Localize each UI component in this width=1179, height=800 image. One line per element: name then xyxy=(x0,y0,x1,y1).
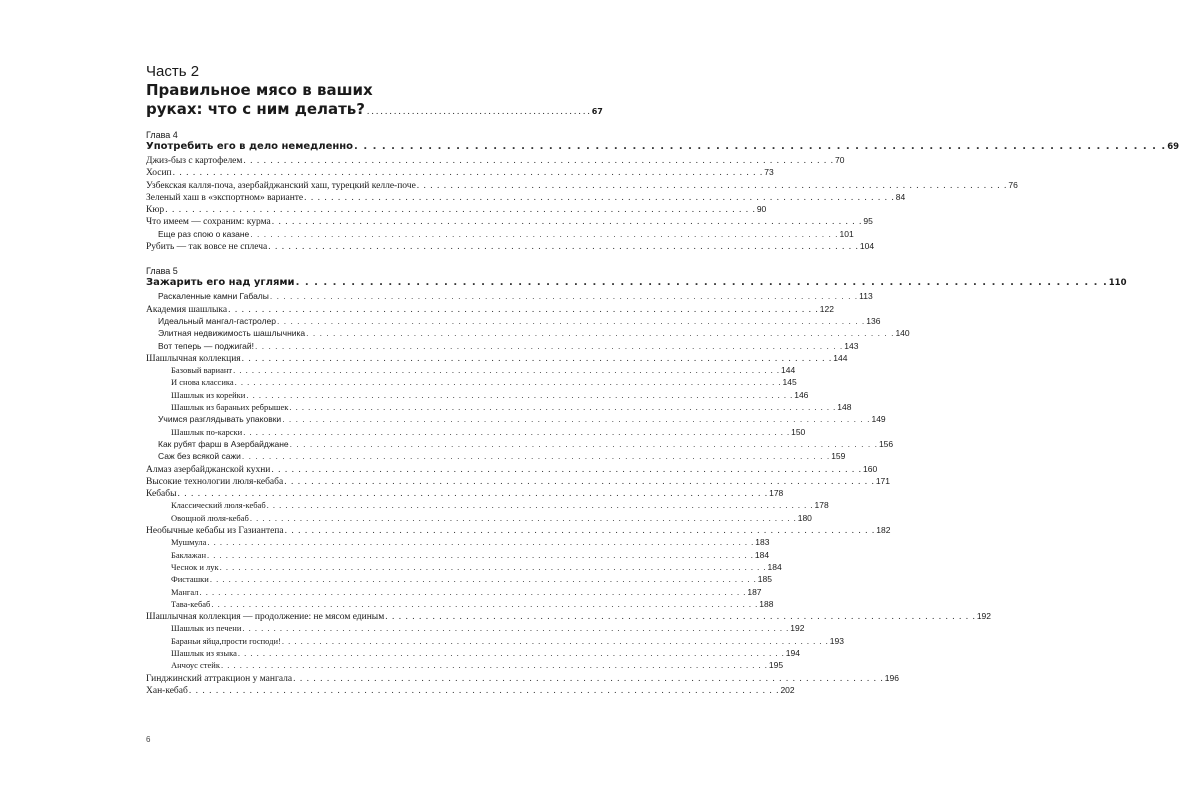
toc-entry[interactable] xyxy=(146,475,890,488)
dot-leader: . . . . . . . . . . . . . . . . . . . . . . . . . . . . . . . . . . . . . . . . . . . . . . . . . . . . . . . . . . . . . . . . . . . . . . . . . . . . . . . . . . . . . . . . xyxy=(284,526,876,537)
dot-leader: . . . . . . . . . . . . . . . . . . . . . . . . . . . . . . . . . . . . . . . . . . . . . . . . . . . . . . . . . . . . . . . . . . . . . . . . . . . . . . . . . . . . . . . . xyxy=(293,673,884,684)
entry-title: Шашлык из бараньих ребрышек xyxy=(171,402,289,413)
entry-page-number: 70 xyxy=(835,155,845,165)
dot-leader: . . . . . . . . . . . . . . . . . . . . . . . . . . . . . . . . . . . . . . . . . . . . . . . . . . . . . . . . . . . . . . . . . . . . . . . . . . . . . . . . . . . . . . . . xyxy=(304,192,895,203)
entry-title: Идеальный мангал-гастролер xyxy=(158,315,276,326)
entry-page-number: 196 xyxy=(884,672,899,683)
entry-title: Учимся разглядывать упаковки xyxy=(158,414,282,425)
entry-title: Зеленый хаш в «экспортном» варианте xyxy=(146,192,304,203)
dot-leader: . . . . . . . . . . . . . . . . . . . . . . . . . . . . . . . . . . . . . . . . . . . . . . . . . . . . . . . . . . . . . . . . . . . . . . . . . . . . . . . . . . . . . . . . xyxy=(385,612,976,623)
toc-entry[interactable] xyxy=(146,155,845,167)
table-of-contents xyxy=(146,62,1179,697)
toc-entry[interactable] xyxy=(146,660,784,672)
dot-leader: . . . . . . . . . . . . . . . . . . . . . . . . . . . . . . . . . . . . . . . . . . . . . . . . . . . . . . . . . . . . . . . . . . . . . . . . . . . . . . . . . . . . . . . . xyxy=(233,365,780,376)
entry-title: Мангал xyxy=(171,586,199,597)
entry-page-number: 146 xyxy=(794,389,809,400)
entry-page-number: 84 xyxy=(895,191,906,202)
dot-leader: . . . . . . . . . . . . . . . . . . . . . . . . . . . . . . . . . . . . . . . . . . . . . . . . . . . . . . . . . . . . . . . . . . . . . . . . . . . . . . . . . . . . . . . . xyxy=(177,489,769,500)
entry-page-number: 178 xyxy=(814,500,829,511)
entry-title: Шашлык из корейки xyxy=(171,389,246,400)
entry-page-number: 145 xyxy=(782,377,797,388)
entry-page-number: 113 xyxy=(859,291,873,302)
toc-entry[interactable] xyxy=(146,488,784,500)
dot-leader: . . . . . . . . . . . . . . . . . . . . . . . . . . . . . . . . . . . . . . . . . . . . . . . . . . . . . . . . . . . . . . . . . . . . . . . . . . . . . . . . . . . . . . . . xyxy=(246,389,794,400)
part-title-line-2: руках: что с ним делать? xyxy=(146,100,365,118)
toc-entry[interactable] xyxy=(146,598,774,611)
entry-title: Хан-кебаб xyxy=(146,685,188,696)
toc-entry[interactable] xyxy=(146,647,800,660)
dot-leader: . . . . . . . . . . . . . . . . . . . . . . . . . . . . . . . . . . . . . . . . . . . . . . . . . . . . . . . . . . . . . . . . . . . . . . . . . . . . . . . . . . . . . . . . xyxy=(172,168,764,179)
entry-page-number: 188 xyxy=(759,598,774,609)
dot-leader: . . . . . . . . . . . . . . . . . . . . . . . . . . . . . . . . . . . . . . . . . . . . . . . . . . . . . . . . . . . . . . . . . . . . . . . . . . . . . . . . . . . . . . . . xyxy=(211,598,759,609)
chapter-title-entry[interactable] xyxy=(146,277,1127,291)
toc-entry[interactable] xyxy=(146,167,774,179)
dot-leader: . . . . . . . . . . . . . . . . . . . . . . . . . . . . . . . . . . . . . . . . . . . . . . . . . . . . . . . . . . . . . . . . . . . . . . . . . . . . . . . . . . . . . . . . xyxy=(165,205,756,216)
entry-title: Чеснок и лук xyxy=(171,561,219,572)
dot-leader: . . . . . . . . . . . . . . . . . . . . . . . . . . . . . . . . . . . . . . . . . . . . . . . . . . . . . . . . . . . . . . . . . . . . . . . . . . . . . . . . . . . . . . . . xyxy=(243,156,835,166)
entry-page-number: 182 xyxy=(876,525,891,536)
toc-entry[interactable] xyxy=(146,561,782,574)
toc-entry[interactable] xyxy=(146,315,881,328)
entry-title: Мушмула xyxy=(171,537,207,548)
entry-title: Вот теперь — поджигай! xyxy=(158,340,254,351)
entry-title: Кебабы xyxy=(146,489,177,500)
entry-page-number: 101 xyxy=(839,228,854,239)
entry-page-number: 159 xyxy=(831,451,846,462)
dot-leader: . . . . . . . . . . . . . . . . . . . . . . . . . . . . . . . . . . . . . . . . . . . . . . . . . . . . . . . . . . . . . . . . . . . . . . . . . . . . . . . . . . . . . . . . xyxy=(219,561,767,572)
entry-page-number: 160 xyxy=(863,463,878,474)
entry-page-number: 143 xyxy=(844,340,859,351)
entry-page-number: 202 xyxy=(780,684,795,695)
toc-entry[interactable] xyxy=(146,512,812,525)
toc-entry[interactable] xyxy=(146,525,891,537)
entry-page-number: 193 xyxy=(829,635,844,646)
dot-leader: . . . . . . . . . . . . . . . . . . . . . . . . . . . . . . . . . . . . . . . . . . . . . . . . . . . . . . . . . . . . . . . . . . . . . . . . . . . . . . . . . . . . . . . . xyxy=(241,353,833,364)
chapters-list xyxy=(146,129,1179,697)
toc-entry[interactable] xyxy=(146,402,852,414)
entry-title: Рубить — так вовсе не сплеча xyxy=(146,242,268,253)
toc-entry[interactable] xyxy=(146,438,894,451)
chapter-section xyxy=(146,265,1127,697)
entry-title: Необычные кебабы из Газиантепа xyxy=(146,526,284,537)
entry-title: Раскаленные камни Габалы xyxy=(158,291,269,302)
dot-leader: . . . . . . . . . . . . . . . . . . . . . . . . . . . . . . . . . . . . . . . . . . . . . . . . . . . . . . . . . . . . . . . . . . . . . . . . . . . . . . . . . . . . . . . . xyxy=(188,685,780,696)
entry-title: Джиз-быз с картофелем xyxy=(146,156,243,166)
dot-leader: . . . . . . . . . . . . . . . . . . . . . . . . . . . . . . . . . . . . . . . . . . . . . . . . . . . . . . . . . . . . . . . . . . . . . . . . . . . . . . . . . . . . . . . . xyxy=(250,228,839,239)
dot-leader: . . . . . . . . . . . . . . . . . . . . . . . . . . . . . . . . . . . . . . . . . . . . . . . . . . . . . . . . . . . . . . . . . . . . . . . . . . . . . . . . . . . . . . . . xyxy=(281,635,829,646)
entry-title: Употребить его в дело немедленно xyxy=(146,141,354,152)
toc-entry[interactable] xyxy=(146,574,772,586)
entry-title: И снова классика xyxy=(171,377,234,388)
page-number: 6 xyxy=(146,735,151,744)
entry-page-number: 178 xyxy=(769,488,784,499)
entry-page-number: 136 xyxy=(866,315,881,326)
toc-entry[interactable] xyxy=(146,340,859,353)
entry-page-number: 192 xyxy=(976,611,992,622)
toc-entry[interactable] xyxy=(146,179,1018,192)
entry-title: Фисташки xyxy=(171,574,209,585)
entry-title: Как рубят фарш в Азербайджане xyxy=(158,438,289,449)
dot-leader: . . . . . . . . . . . . . . . . . . . . . . . . . . . . . . . . . . . . . . . . . . . . . . . . . . . . . . . . . . . . . . . . . . . . . . . . . . . . . . . . . . . . . . . . xyxy=(266,500,814,511)
entry-page-number: 194 xyxy=(785,647,800,658)
dot-leader: . . . . . . . . . . . . . . . . . . . . . . . . . . . . . . . . . . . . . . . . . . . . . . . . . . . . . . . . . . . . . . . . . . . . . . . . . . . . . . . . . . . . . . . . xyxy=(207,549,754,560)
entry-title: Классический люля-кебаб xyxy=(171,500,266,511)
dot-leader: . . . . . . . . . . . . . . . . . . . . . . . . . . . . . . . . . . . . . . . . . . . . . . . . . . . . . . . . . . . . . . . . . . . . . . . . . . . . . . . . . . . . . . . . xyxy=(269,291,859,302)
toc-entry[interactable] xyxy=(146,451,846,463)
toc-entry[interactable] xyxy=(146,328,910,340)
dot-leader: . . . . . . . . . . . . . . . . . . . . . . . . . . . . . . . . . . . . . . . . . . . . . . . . . . . . . . . . . . . . . . . . . . . . . . . . . . . . . . . . . . . . . . . . xyxy=(234,377,782,388)
dot-leader: . . . . . . . . . . . . . . . . . . . . . . . . . . . . . . . . . . . . . . . . . . . . . . . . . . . . . . . . . . . . . . . . . . . . . . . . . . . . . . . . . . . . . . . . xyxy=(242,623,790,634)
entry-title: Бараньи яйца,прости господи! xyxy=(171,635,281,646)
toc-entry[interactable] xyxy=(146,537,770,549)
entry-page-number: 150 xyxy=(791,426,806,437)
entry-page-number: 144 xyxy=(781,365,796,376)
entry-page-number: 184 xyxy=(767,561,782,572)
entry-title: Алмаз азербайджанской кухни xyxy=(146,464,271,475)
dot-leader: . . . . . . . . . . . . . . . . . . . . . . . . . . . . . . . . . . . . . . . . . . . . . . . . . . . . . . . . . . . . . . . . . . . . . . . . . . . . . . . . . . . . . . . . xyxy=(249,512,797,523)
toc-entry[interactable] xyxy=(146,623,805,635)
dot-leader: . . . . . . . . . . . . . . . . . . . . . . . . . . . . . . . . . . . . . . . . . . . . . . . . . . . . . . . . . . . . . . . . . . . . . . . . . . . . . . . . . . . . . . . . xyxy=(241,451,831,462)
toc-entry[interactable] xyxy=(146,365,796,377)
dot-leader: . . . . . . . . . . . . . . . . . . . . . . . . . . . . . . . . . . . . . . . . . . . . . . . . . . . . . . . . . . . . . . . . . . . . . . . . . . . . . . . . . . . . . . . . xyxy=(284,476,875,487)
entry-page-number: 69 xyxy=(1167,142,1179,152)
dot-leader: . . . . . . . . . . . . . . . . . . . . . . . . . . . . . . . . . . . . . . . . . . . . . . . . . . . . . . . . . . . . . . . . . . . . . . . . . . . . . . . . . . . . . . . . xyxy=(243,426,791,437)
entry-page-number: 104 xyxy=(859,241,875,252)
entry-title: Тава-кебаб xyxy=(171,598,211,609)
dot-leader: . . . . . . . . . . . . . . . . . . . . . . . . . . . . . . . . . . . . . . . . . . . . . . . . . . . . . . . . . . . . . . . . . . . . . . . . . . . . . . . . . . . . . . . . xyxy=(199,586,747,597)
entry-title: Шашлык по-карски xyxy=(171,426,243,437)
entry-page-number: 144 xyxy=(833,352,848,363)
entry-page-number: 156 xyxy=(878,438,894,449)
toc-entry[interactable] xyxy=(146,389,809,402)
dot-leader: . . . . . . . . . . . . . . . . . . . . . . . . . . . . . . . . . . . . . . . . . . . . . . . . . . . . . . . . . . . . . . . . . . . . . . . . . . . . . . . . . . . . . . . . xyxy=(271,464,862,475)
entry-page-number: 149 xyxy=(871,414,886,425)
part-title-row xyxy=(146,100,603,119)
toc-entry[interactable] xyxy=(146,586,762,599)
toc-entry[interactable] xyxy=(146,228,854,241)
entry-page-number: 122 xyxy=(819,303,834,314)
dot-leader: . . . . . . . . . . . . . . . . . . . . . . . . . . . . . . . . . . . . . . . . . . . . . . . . . . . . . . . . . . . . . . . . . . . . . . . . . . . . . . . . . . . . . . . . xyxy=(255,340,844,351)
entry-page-number: 187 xyxy=(747,586,762,597)
entry-title: Шашлык из языка xyxy=(171,647,237,658)
entry-title: Кюр xyxy=(146,205,165,216)
toc-entry[interactable] xyxy=(146,684,795,697)
entry-page-number: 171 xyxy=(875,475,890,486)
entry-page-number: 95 xyxy=(863,216,873,227)
entry-title: Высокие технологии люля-кебаба xyxy=(146,476,284,487)
dot-leader: . . . . . . . . . . . . . . . . . . . . . . . . . . . . . . . . . . . . . . . . . . . . . . . . . . . . . . . . . . . . . . . . . . . . . . . . . . . . . . . . . . . . . . . . xyxy=(289,402,837,413)
toc-entry[interactable] xyxy=(146,426,806,439)
entry-title: Шашлычная коллекция — продолжение: не мясом единым xyxy=(146,612,385,623)
dot-leader: . . . . . . . . . . . . . . . . . . . . . . . . . . . . . . . . . . . . . . . . . . . . . . . . . . . . . . . . . . . . . . . . . . . . . . . . . . . . . . . . . . . . . . . . xyxy=(271,217,863,228)
dot-leader: . . . . . . . . . . . . . . . . . . . . . . . . . . . . . . . . . . . . . . . . . . . . . . . . . . . . . . . . . . . . . . . . . . . . . . . . . . . . . . . . . . . . . . . . xyxy=(237,647,785,658)
toc-entry[interactable] xyxy=(146,191,906,204)
entry-page-number: 148 xyxy=(837,402,852,413)
entry-title: Еще раз спою о казане xyxy=(158,228,250,239)
toc-entry[interactable] xyxy=(146,611,992,623)
entry-title: Зажарить его над углями xyxy=(146,277,295,289)
chapter-label: Глава 4 xyxy=(146,130,178,140)
toc-entry[interactable] xyxy=(146,216,873,228)
part-page-number: 67 xyxy=(591,107,603,116)
entry-page-number: 180 xyxy=(797,512,812,523)
toc-entry[interactable] xyxy=(146,414,886,426)
part-label: Часть 2 xyxy=(146,63,200,80)
entry-page-number: 184 xyxy=(754,549,770,560)
toc-entry[interactable] xyxy=(146,672,899,685)
dot-leader: . . . . . . . . . . . . . . . . . . . . . . . . . . . . . . . . . . . . . . . . . . . . . . . . . . . . . . . . . . . . . . . . . . . . . . . . . . . . . . . . . . . . . . . . xyxy=(306,328,895,339)
dot-leader: . . . . . . . . . . . . . . . . . . . . . . . . . . . . . . . . . . . . . . . . . . . . . . . . . . . . . . . . . . . . . . . . . . . . . . . . . . . . . . . . . . . . . . . . xyxy=(207,537,755,548)
part-title-line-1: Правильное мясо в ваших xyxy=(146,81,373,99)
dot-leader: . . . . . . . . . . . . . . . . . . . . . . . . . . . . . . . . . . . . . . . . . . . . . . . . . . . . . . . . . . . . . . . . . . . . . . . . . . . . . . . . . . . . . . . . xyxy=(289,438,878,449)
toc-entry[interactable] xyxy=(146,377,797,389)
entry-page-number: 192 xyxy=(790,623,805,634)
chapter-section xyxy=(146,129,1179,253)
toc-entry[interactable] xyxy=(146,500,829,512)
dot-leader: . . . . . . . . . . . . . . . . . . . . . . . . . . . . . . . . . . . . . . . . . . . . . . . . . . . . . . . . . . . . . . . . . . . . . . . . . . . . . . . . . . . . . . . . xyxy=(268,242,859,253)
entry-title: Шашлык из печени xyxy=(171,623,242,634)
dot-leader: . . . . . . . . . . . . . . . . . . . . . . . . . . . . . . . . . . . . . . . . . . . . . . . . . . . . . . . . . . . . . . . . . . . . . . . . . . . . . . . . . . . . . . . . xyxy=(295,277,1108,289)
entry-page-number: 76 xyxy=(1008,179,1018,190)
entry-title: Хосип xyxy=(146,168,172,179)
entry-page-number: 73 xyxy=(764,167,774,178)
dot-leader: . . . . . . . . . . . . . . . . . . . . . . . . . . . . . . . . . . . . . . . . . . . . . . . . . . xyxy=(366,106,590,116)
entry-page-number: 90 xyxy=(756,204,767,215)
toc-entry[interactable] xyxy=(146,635,844,648)
dot-leader: . . . . . . . . . . . . . . . . . . . . . . . . . . . . . . . . . . . . . . . . . . . . . . . . . . . . . . . . . . . . . . . . . . . . . . . . . . . . . . . . . . . . . . . . xyxy=(220,660,768,671)
toc-entry[interactable] xyxy=(146,549,770,562)
toc-entry[interactable] xyxy=(146,463,878,476)
entry-title: Базовый вариант xyxy=(171,365,233,376)
toc-entry[interactable] xyxy=(146,204,767,216)
entry-title: Баклажан xyxy=(171,549,206,560)
entry-title: Узбекская калля-поча, азербайджанский хаш, турецкий келле-поче xyxy=(146,180,416,191)
entry-page-number: 185 xyxy=(757,574,772,585)
dot-leader: . . . . . . . . . . . . . . . . . . . . . . . . . . . . . . . . . . . . . . . . . . . . . . . . . . . . . . . . . . . . . . . . . . . . . . . . . . . . . . . . . . . . . . . . xyxy=(416,180,1008,191)
toc-entry[interactable] xyxy=(146,303,834,316)
entry-page-number: 140 xyxy=(895,328,910,339)
entry-title: Что имеем — сохраним: курма xyxy=(146,217,271,228)
entry-page-number: 195 xyxy=(768,660,784,671)
toc-entry[interactable] xyxy=(146,352,848,365)
entry-title: Элитная недвижимость шашлычника xyxy=(158,328,306,339)
entry-title: Саж без всякой сажи xyxy=(158,451,241,462)
dot-leader: . . . . . . . . . . . . . . . . . . . . . . . . . . . . . . . . . . . . . . . . . . . . . . . . . . . . . . . . . . . . . . . . . . . . . . . . . . . . . . . . . . . . . . . . xyxy=(277,315,866,326)
dot-leader: . . . . . . . . . . . . . . . . . . . . . . . . . . . . . . . . . . . . . . . . . . . . . . . . . . . . . . . . . . . . . . . . . . . . . . . . . . . . . . . . . . . . . . . . xyxy=(209,574,757,585)
entry-page-number: 110 xyxy=(1108,278,1127,289)
entry-title: Шашлычная коллекция xyxy=(146,353,241,364)
toc-entry[interactable] xyxy=(146,291,873,303)
dot-leader: . . . . . . . . . . . . . . . . . . . . . . . . . . . . . . . . . . . . . . . . . . . . . . . . . . . . . . . . . . . . . . . . . . . . . . . . . . . . . . . . . . . . . . . . xyxy=(354,141,1167,152)
entry-page-number: 183 xyxy=(755,537,770,548)
entry-title: Гинджинский аттракцион у мангала xyxy=(146,673,293,684)
chapter-label: Глава 5 xyxy=(146,266,178,277)
dot-leader: . . . . . . . . . . . . . . . . . . . . . . . . . . . . . . . . . . . . . . . . . . . . . . . . . . . . . . . . . . . . . . . . . . . . . . . . . . . . . . . . . . . . . . . . xyxy=(228,304,819,315)
entry-title: Академия шашлыка xyxy=(146,304,228,315)
entry-title: Анчоус стейк xyxy=(171,660,220,671)
entry-title: Овощной люля-кебаб xyxy=(171,512,249,523)
chapter-title-entry[interactable] xyxy=(146,141,1179,155)
dot-leader: . . . . . . . . . . . . . . . . . . . . . . . . . . . . . . . . . . . . . . . . . . . . . . . . . . . . . . . . . . . . . . . . . . . . . . . . . . . . . . . . . . . . . . . . xyxy=(282,414,871,425)
toc-entry[interactable] xyxy=(146,241,875,253)
